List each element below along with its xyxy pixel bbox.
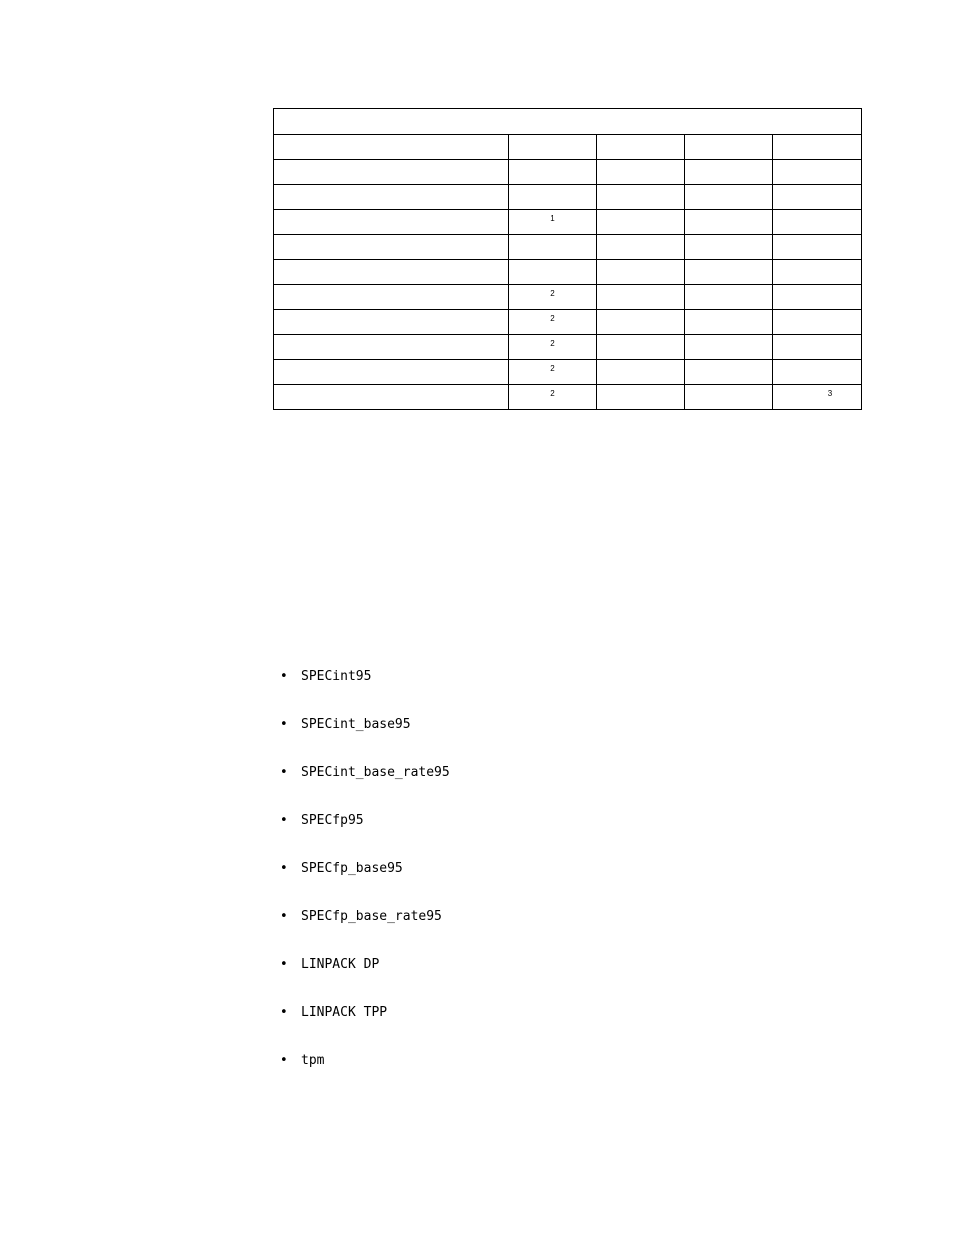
benchmark-label: LINPACK TPP	[301, 1005, 388, 1020]
table-cell	[509, 135, 597, 160]
footnote-marker: 2	[550, 314, 555, 323]
table-cell	[773, 235, 862, 260]
table-cell	[773, 360, 862, 385]
table-cell-label	[274, 235, 509, 260]
benchmark-label: SPECint95	[301, 669, 372, 684]
table-cell	[685, 285, 773, 310]
table-cell	[685, 160, 773, 185]
list-item	[280, 1002, 450, 1050]
table-cell	[773, 210, 862, 235]
table-cell	[773, 160, 862, 185]
benchmark-label: LINPACK DP	[301, 957, 380, 972]
bullet: •	[280, 957, 288, 972]
list-item	[280, 666, 450, 714]
benchmark-label: SPECfp_base_rate95	[301, 909, 442, 924]
bullet: •	[280, 1053, 288, 1068]
table-cell	[773, 310, 862, 335]
bullet: •	[280, 1005, 288, 1020]
table-cell	[509, 285, 597, 310]
table-cell	[685, 210, 773, 235]
list-item	[280, 954, 450, 1002]
table-row	[274, 385, 862, 410]
table-cell	[509, 335, 597, 360]
table-cell	[509, 160, 597, 185]
table-cell	[773, 385, 862, 410]
table-cell	[685, 335, 773, 360]
table-cell-label	[274, 360, 509, 385]
table-cell-label	[274, 135, 509, 160]
benchmark-label: SPECint_base_rate95	[301, 765, 450, 780]
table-cell	[509, 235, 597, 260]
table-cell-label	[274, 210, 509, 235]
table-row	[274, 235, 862, 260]
table-row	[274, 310, 862, 335]
footnote-marker: 3	[827, 389, 833, 398]
benchmark-label: SPECfp95	[301, 813, 364, 828]
footnote-marker: 2	[550, 339, 555, 348]
list-item	[280, 810, 450, 858]
table-cell	[773, 335, 862, 360]
footnote-marker: 2	[550, 289, 555, 298]
table-cell-label	[274, 285, 509, 310]
table-cell	[685, 260, 773, 285]
table-cell	[597, 235, 685, 260]
table-row	[274, 285, 862, 310]
list-item	[280, 858, 450, 906]
table-cell	[509, 260, 597, 285]
table-cell	[509, 210, 597, 235]
table-row	[274, 335, 862, 360]
table-row	[274, 360, 862, 385]
table-row	[274, 160, 862, 185]
table-cell	[597, 185, 685, 210]
table-cell	[597, 310, 685, 335]
bullet: •	[280, 861, 288, 876]
benchmark-label: SPECfp_base95	[301, 861, 403, 876]
footnote-marker: 2	[550, 389, 555, 398]
bullet: •	[280, 765, 288, 780]
table-row	[274, 135, 862, 160]
bullet: •	[280, 717, 288, 732]
table-cell-label	[274, 260, 509, 285]
table-cell	[685, 310, 773, 335]
table-cell	[773, 285, 862, 310]
table-cell	[685, 235, 773, 260]
table-cell	[597, 210, 685, 235]
footnote-marker: 1	[550, 214, 555, 223]
table-cell-label	[274, 310, 509, 335]
table-cell	[597, 285, 685, 310]
table-cell-label	[274, 335, 509, 360]
table-cell	[597, 135, 685, 160]
table-title-row	[274, 109, 862, 135]
list-item	[280, 762, 450, 810]
table-row	[274, 260, 862, 285]
table-cell	[597, 260, 685, 285]
bullet: •	[280, 813, 288, 828]
footnote-marker: 2	[550, 364, 555, 373]
table-cell	[509, 185, 597, 210]
table-cell	[685, 185, 773, 210]
list-item	[280, 1050, 450, 1098]
list-item	[280, 906, 450, 954]
benchmark-list	[280, 666, 450, 1098]
benchmark-label: tpm	[301, 1053, 325, 1068]
table-cell-label	[274, 185, 509, 210]
table-cell	[509, 310, 597, 335]
table-cell	[685, 385, 773, 410]
bullet: •	[280, 909, 288, 924]
list-item	[280, 714, 450, 762]
table-cell-label	[274, 385, 509, 410]
table-title-cell	[274, 109, 862, 135]
table-cell	[509, 360, 597, 385]
benchmark-label: SPECint_base95	[301, 717, 411, 732]
table-row	[274, 210, 862, 235]
table-cell	[597, 360, 685, 385]
table-cell	[685, 360, 773, 385]
table-cell	[773, 135, 862, 160]
bullet: •	[280, 669, 288, 684]
table-cell	[597, 160, 685, 185]
benchmark-table	[273, 108, 862, 410]
table-cell	[773, 260, 862, 285]
table-cell-label	[274, 160, 509, 185]
table-cell	[509, 385, 597, 410]
table-row	[274, 185, 862, 210]
table-cell	[685, 135, 773, 160]
table-cell	[597, 385, 685, 410]
table-cell	[773, 185, 862, 210]
table-cell	[597, 335, 685, 360]
